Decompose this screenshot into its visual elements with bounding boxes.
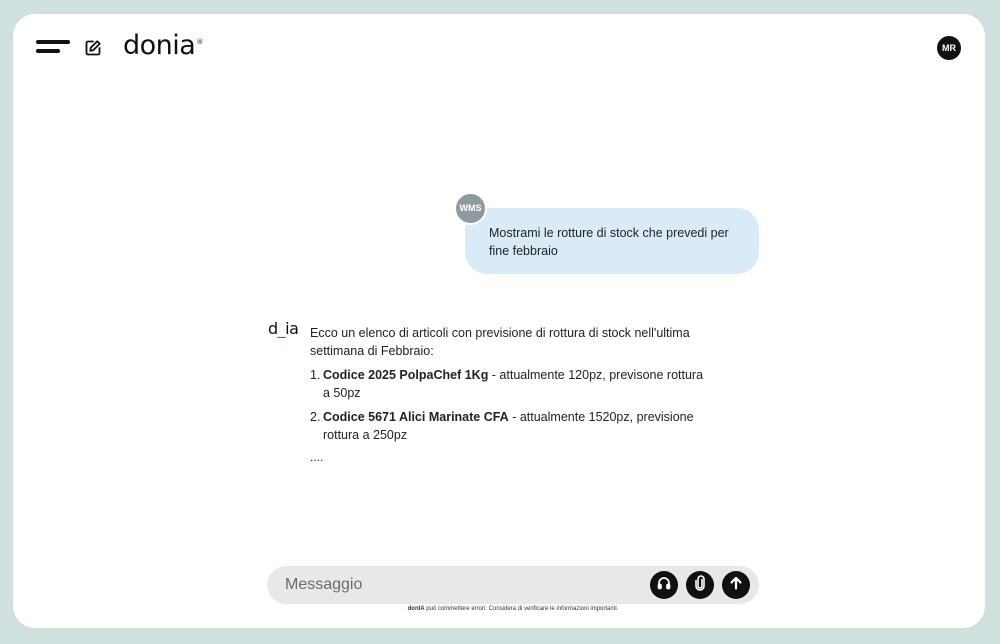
sender-badge: WMS	[454, 192, 487, 225]
logo-registered-mark: ®	[196, 38, 203, 46]
user-avatar[interactable]: MR	[937, 36, 961, 60]
message-input[interactable]	[285, 566, 625, 604]
paperclip-icon	[692, 575, 708, 596]
list-item-code: Codice 2025 PolpaChef 1Kg	[323, 368, 489, 382]
ai-logo-underscore: _	[277, 319, 286, 338]
ai-message	[310, 324, 710, 466]
send-button[interactable]	[722, 571, 750, 599]
disclaimer	[267, 606, 759, 612]
user-message-bubble	[465, 208, 759, 274]
voice-button[interactable]	[650, 571, 678, 599]
message-composer	[267, 566, 759, 604]
stock-break-list	[310, 366, 710, 444]
ai-logo-ia: ia	[285, 319, 299, 338]
ai-message-intro: Ecco un elenco di articoli con previsione di rottura di stock nell'ultima settimana di Febbraio:	[310, 326, 690, 358]
list-item-number: 1.	[310, 368, 321, 382]
menu-line-bottom	[36, 49, 60, 53]
app-window	[13, 14, 985, 628]
app-logo	[123, 30, 202, 61]
list-item	[310, 408, 710, 444]
list-item-number: 2.	[310, 410, 321, 424]
edit-icon[interactable]	[84, 39, 102, 57]
list-item-details: - attualmente 1520pz, previsione rottura a 250pz	[323, 410, 694, 442]
list-item-code: Codice 5671 Alici Marinate CFA	[323, 410, 509, 424]
logo-text: donia	[123, 30, 196, 61]
user-message-text: Mostrami le rotture di stock che prevedi per fine febbraio	[489, 226, 729, 258]
ai-logo-d: d	[268, 319, 278, 338]
attach-button[interactable]	[686, 571, 714, 599]
disclaimer-text: può commettere errori. Considera di verificare le informazioni importanti.	[424, 606, 619, 612]
ai-avatar-logo	[268, 319, 298, 338]
disclaimer-brand: donIA	[407, 606, 425, 612]
menu-line-top	[36, 40, 70, 44]
ai-message-ellipsis: ....	[310, 450, 324, 464]
headphones-icon	[656, 575, 672, 596]
menu-icon[interactable]	[36, 40, 70, 54]
arrow-up-icon	[728, 575, 744, 596]
list-item-details: - attualmente 120pz, previsone rottura a 50pz	[323, 368, 704, 400]
list-item	[310, 366, 710, 402]
